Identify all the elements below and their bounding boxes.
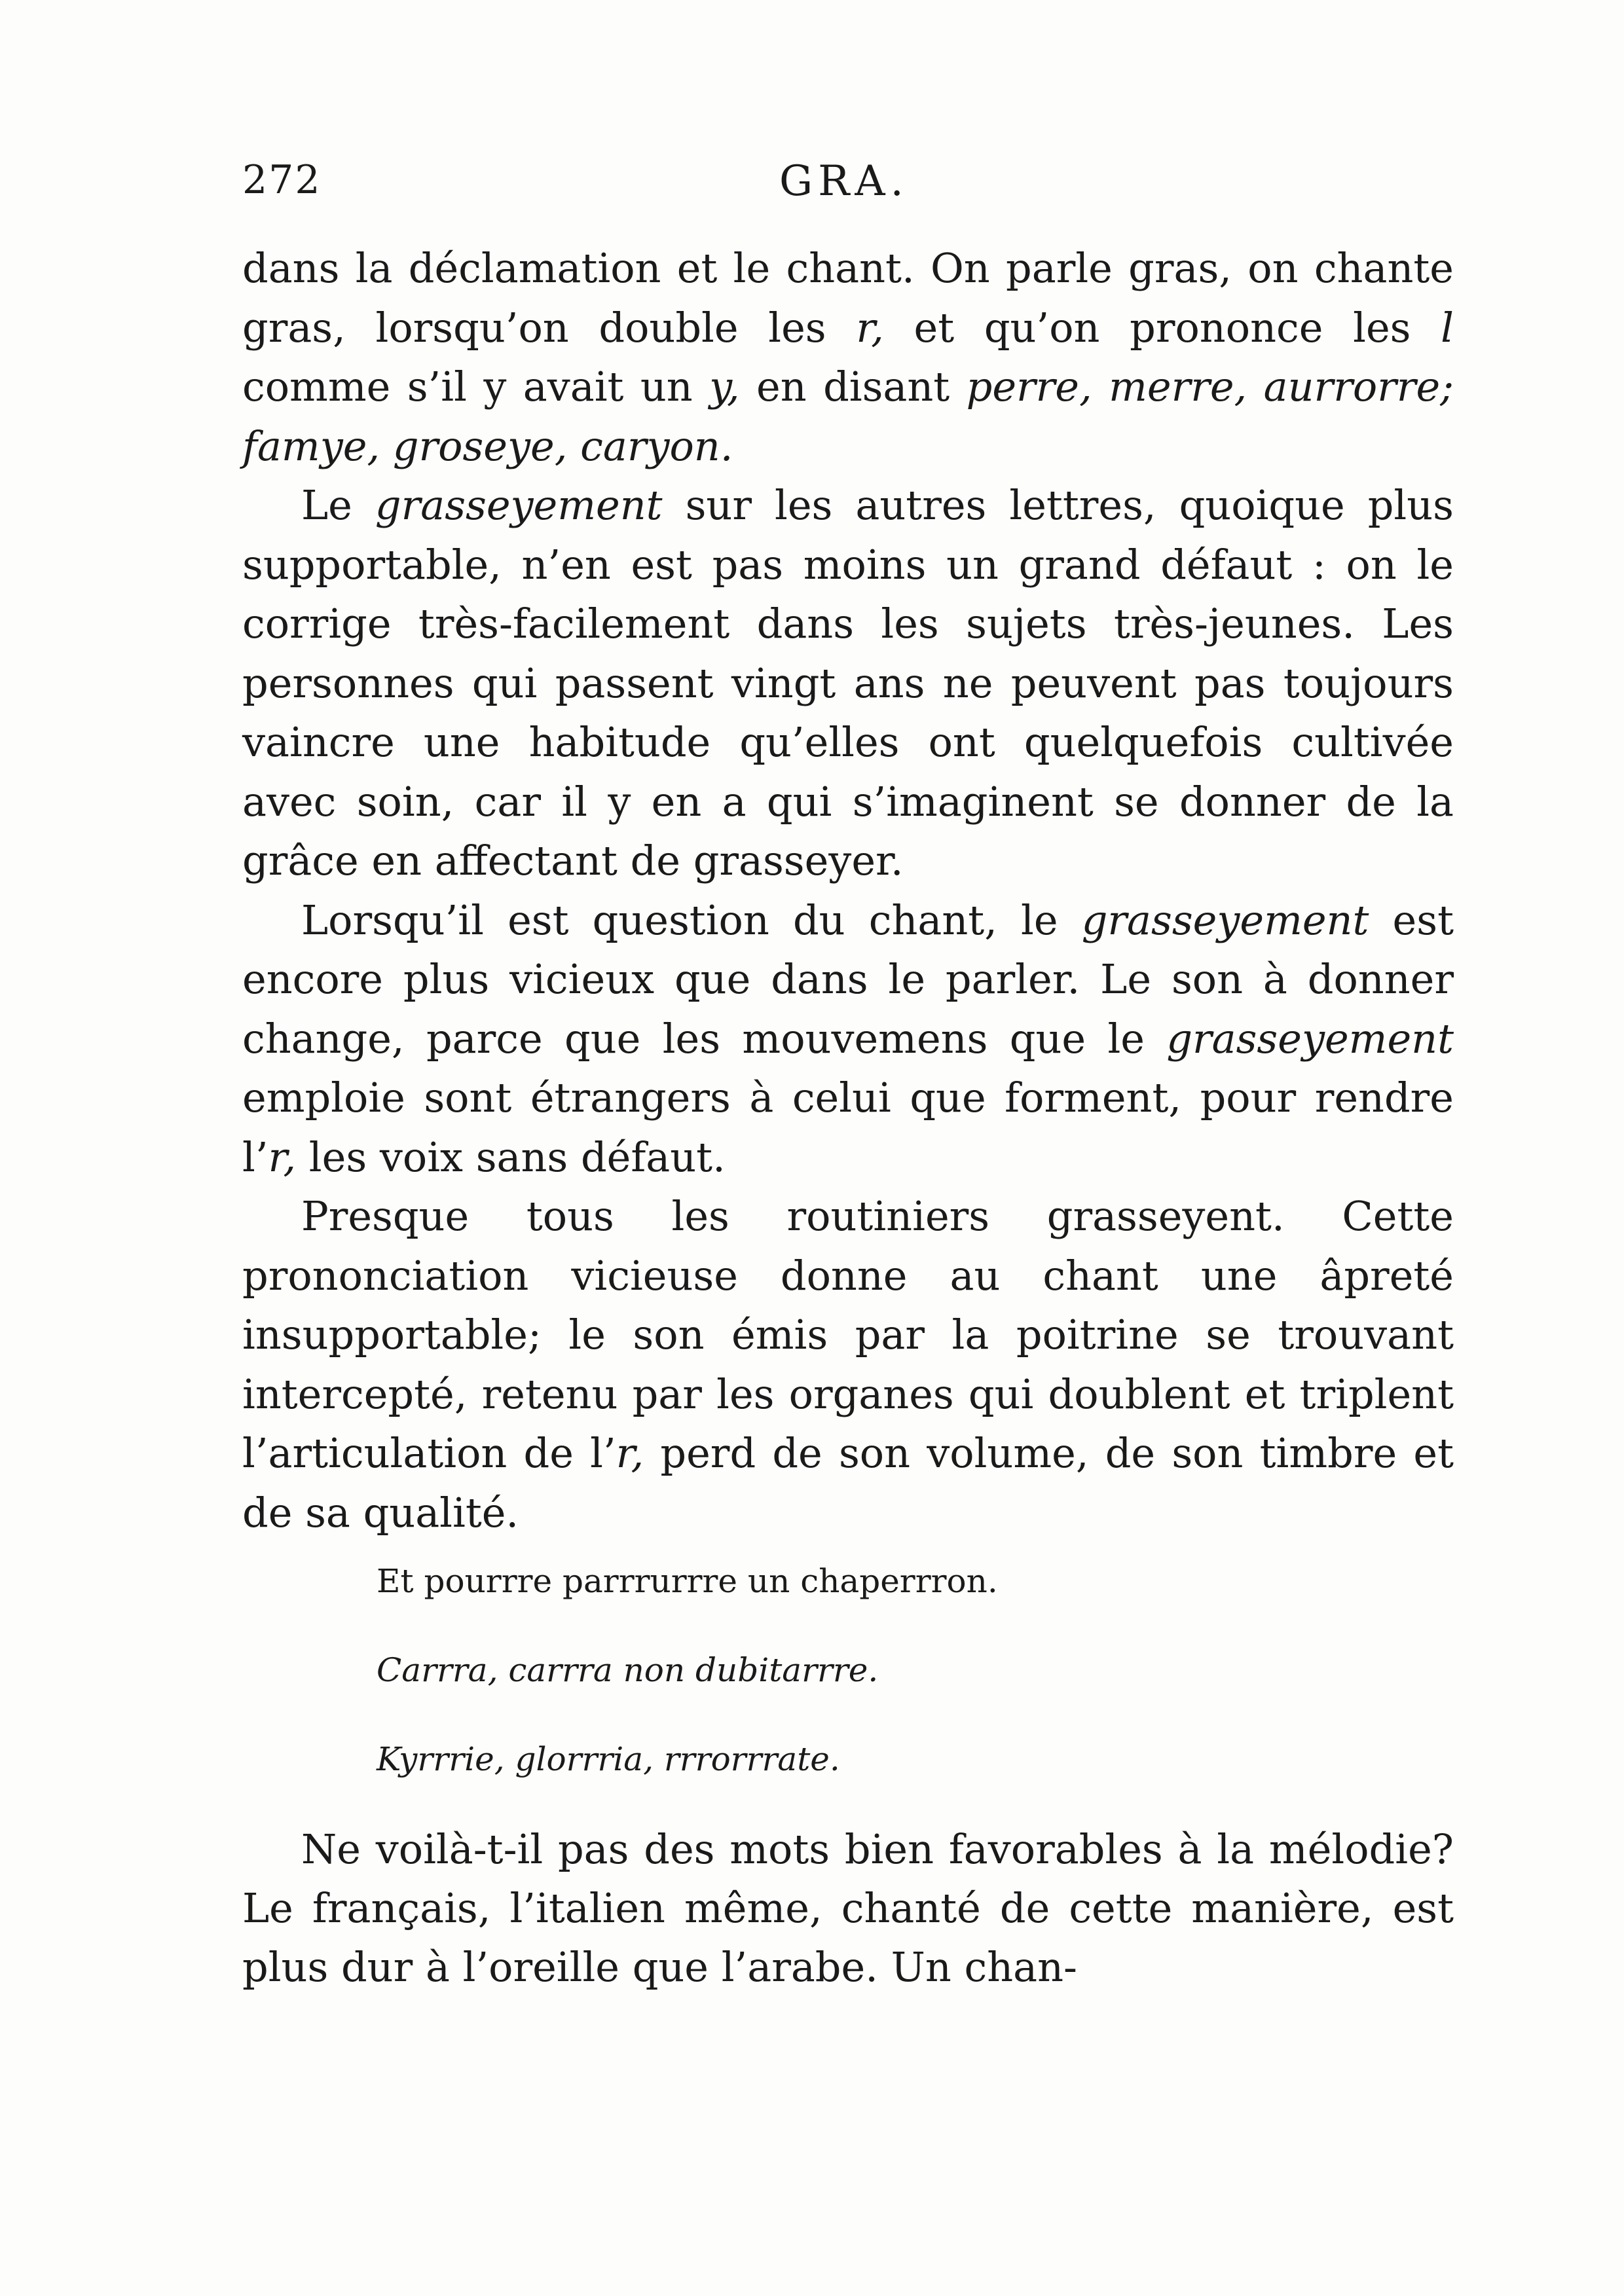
paragraph-2	[242, 476, 1454, 891]
quote-line-1: Et pourrre parrrurrre un chaperrron.	[377, 1562, 998, 1600]
paragraph-3	[242, 891, 1454, 1188]
example-quotes	[377, 1562, 1293, 1832]
text-run: et qu’on prononce les	[883, 303, 1441, 352]
italic-run: y,	[709, 363, 740, 410]
page-header	[242, 157, 1454, 216]
italic-run: r,	[856, 303, 884, 352]
italic-run: perre, merre, aurrorre; famye, groseye, caryon.	[242, 363, 1454, 470]
italic-run: grasseyement	[375, 481, 663, 529]
closing-text	[242, 1820, 1454, 1997]
text-run: comme s’il y avait un	[242, 363, 710, 410]
text-run: est encore plus vicieux que dans le parler. Le son à donner change, parce que les mouvemens que le	[242, 896, 1454, 1063]
text-run: dans la déclamation et le chant. On parle gras, on chante gras, lorsqu’on double les	[242, 244, 1454, 352]
main-text	[242, 239, 1454, 1542]
paragraph-5: Ne voilà-t-il pas des mots bien favorables à la mélodie? Le français, l’italien même, chanté de cette manière, est plus dur à l’oreille que l’arabe. Un chan-	[242, 1825, 1454, 1991]
text-run: Presque tous les routiniers grasseyent. Cette prononciation vicieuse donne au chant une âpreté insupportable; le son émis par la poitrine se trouvant intercepté, retenu par les organes qui doublent et triplent l’articulation de l’	[242, 1192, 1454, 1477]
text-run: en disant	[739, 363, 967, 410]
italic-run: l	[1441, 303, 1454, 352]
italic-run: grasseyement	[1081, 896, 1369, 944]
text-run: les voix sans défaut.	[296, 1133, 726, 1181]
paragraph-1	[242, 239, 1454, 476]
text-run: sur les autres lettres, quoique plus supportable, n’en est pas moins un grand défaut : on le corrige très-facilement dans les sujets très-jeunes. Les personnes qui passent vingt ans ne peuvent pas toujours vaincre une habitude qu’elles ont quelquefois cultivée avec soin, car il y en a qui s’imaginent se donner de la grâce en affectant de grasseyer.	[242, 481, 1454, 884]
page-number: 272	[242, 157, 322, 203]
italic-run: grasseyement	[1166, 1014, 1454, 1063]
text-run: Lorsqu’il est question du chant, le	[301, 896, 1082, 944]
quote-line-3: Kyrrrie, glorrria, rrrorrrate.	[377, 1740, 840, 1778]
text-run: perd de son volume, de son timbre et de sa qualité.	[242, 1429, 1454, 1537]
paragraph-4	[242, 1187, 1454, 1542]
text-run: emploie sont étrangers à celui que forment, pour rendre l’	[242, 1074, 1454, 1181]
running-head: GRA.	[779, 157, 909, 206]
quote-line-2: Carrra, carrra non dubitarrre.	[377, 1651, 879, 1689]
italic-run: r,	[616, 1429, 644, 1477]
italic-run: r,	[268, 1133, 297, 1181]
text-run: Le	[301, 481, 375, 529]
